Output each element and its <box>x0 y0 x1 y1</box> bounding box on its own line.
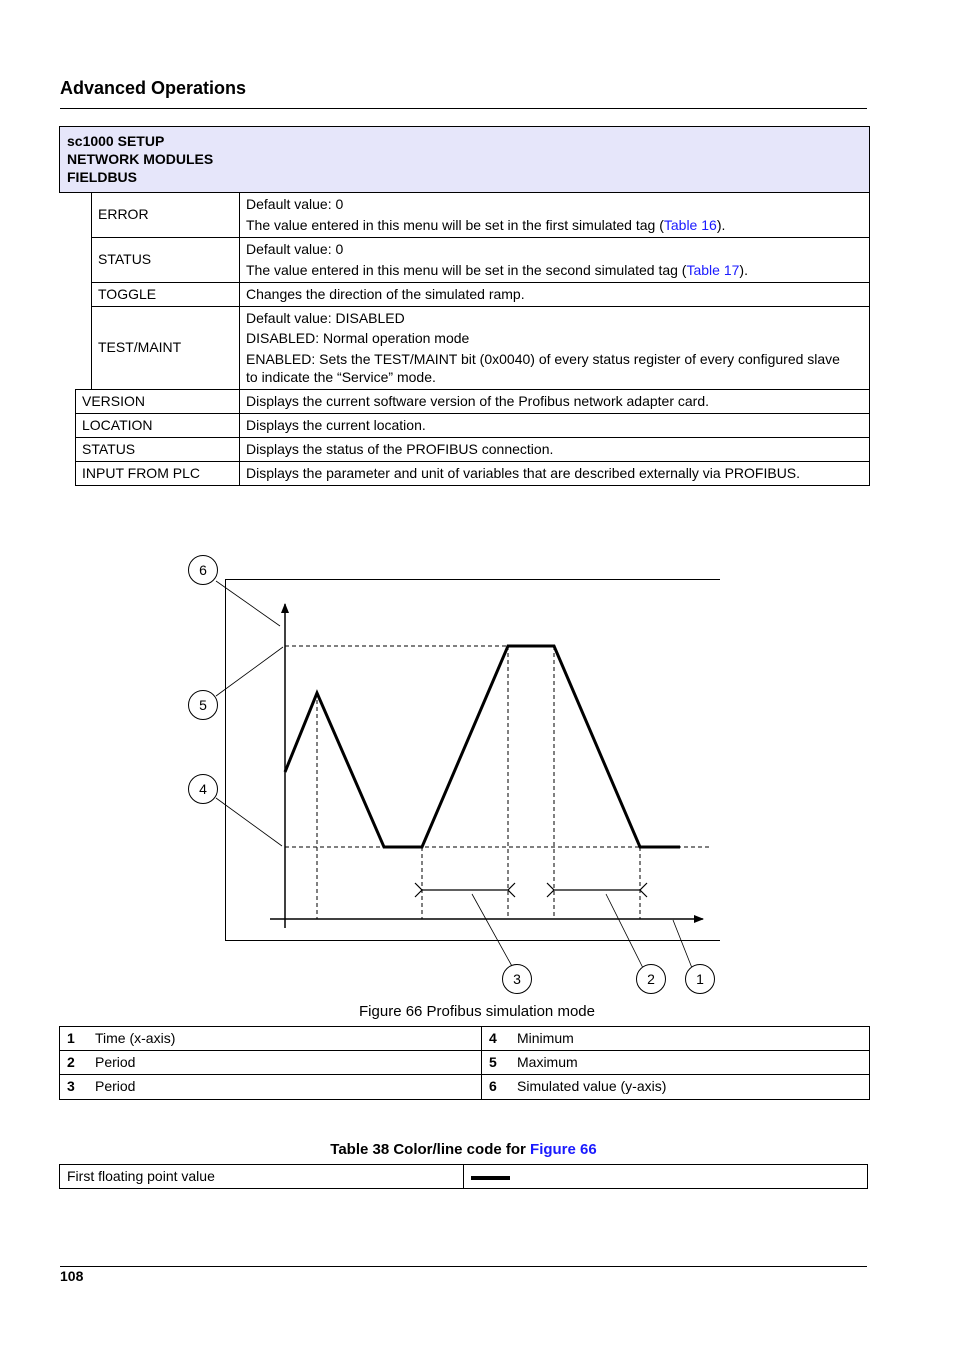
row-version-name-cell <box>75 389 240 414</box>
callout-3 <box>503 965 532 994</box>
legend-text: Period <box>95 1054 136 1070</box>
row-error-default: Default value: 0 <box>246 196 344 212</box>
row-testmaint-line3: ENABLED: Sets the TEST/MAINT bit (0x0040) of every status register of every configured slave <box>246 351 840 367</box>
legend-text: Minimum <box>517 1030 574 1046</box>
menu-path-2: NETWORK MODULES <box>67 151 214 167</box>
row-input-plc-desc-cell <box>239 461 870 486</box>
row-status-desc-cell <box>239 237 870 283</box>
title-rule <box>60 108 867 109</box>
row-conn-status-name: STATUS <box>82 441 136 457</box>
section-title: Advanced Operations <box>60 78 247 98</box>
legend-text: Maximum <box>517 1054 578 1070</box>
row-input-plc-name-cell <box>75 461 240 486</box>
legend-num: 5 <box>489 1054 497 1070</box>
legend-cell <box>481 1050 870 1075</box>
legend-text: Period <box>95 1078 136 1094</box>
svg-text:5: 5 <box>199 697 207 713</box>
period-markers <box>415 883 647 897</box>
row-version-desc: Displays the current software version of the Profibus network adapter card. <box>246 393 709 409</box>
row-testmaint-line4: to indicate the “Service” mode. <box>246 369 436 385</box>
row-location-name: LOCATION <box>82 417 153 433</box>
legend-text: Simulated value (y-axis) <box>517 1078 667 1094</box>
table38 <box>59 1164 868 1189</box>
row-version-desc-cell <box>239 389 870 414</box>
row-location-desc: Displays the current location. <box>246 417 426 433</box>
row-testmaint-name: TEST/MAINT <box>98 339 182 355</box>
menu-path-3: FIELDBUS <box>67 169 137 185</box>
row-error-name-cell <box>91 192 240 238</box>
row-error-name: ERROR <box>98 206 149 222</box>
row-conn-status-name-cell <box>75 437 240 462</box>
figure-frame <box>226 580 721 941</box>
row-error-desc-cell <box>239 192 870 238</box>
row-conn-status-desc: Displays the status of the PROFIBUS connection. <box>246 441 554 457</box>
row-location-name-cell <box>75 413 240 438</box>
legend-cell <box>481 1074 870 1100</box>
legend-num: 2 <box>67 1054 75 1070</box>
row-error-note: The value entered in this menu will be set in the first simulated tag (Table 16). <box>246 217 726 233</box>
legend-text: Time (x-axis) <box>95 1030 176 1046</box>
svg-text:6: 6 <box>199 562 207 578</box>
callout-1 <box>686 965 715 994</box>
figure-caption: Figure 66 Profibus simulation mode <box>359 1003 595 1020</box>
svg-text:3: 3 <box>513 971 521 987</box>
row-status-note: The value entered in this menu will be set in the second simulated tag (Table 17). <box>246 262 748 278</box>
setup-table-header <box>59 126 870 193</box>
row-status-default: Default value: 0 <box>246 241 344 257</box>
table16-link[interactable]: Table 16 <box>663 217 717 233</box>
table38-row-label: First floating point value <box>67 1168 215 1184</box>
row-conn-status-desc-cell <box>239 437 870 462</box>
legend-num: 4 <box>489 1030 497 1046</box>
line-sample-swatch <box>471 1176 510 1180</box>
legend-num: 1 <box>67 1030 75 1046</box>
svg-text:1: 1 <box>696 971 704 987</box>
legend-num: 3 <box>67 1078 75 1094</box>
svg-text:2: 2 <box>647 971 655 987</box>
row-input-plc-name: INPUT FROM PLC <box>82 465 200 481</box>
table38-caption: Table 38 Color/line code for Figure 66 <box>330 1141 597 1158</box>
row-testmaint-line2: DISABLED: Normal operation mode <box>246 330 470 346</box>
legend-cell <box>59 1050 482 1075</box>
row-toggle-name: TOGGLE <box>98 286 157 302</box>
row-version-name: VERSION <box>82 393 146 409</box>
simulation-mode-figure <box>180 548 720 998</box>
legend-cell <box>481 1026 870 1051</box>
menu-path-1: sc1000 SETUP <box>67 133 165 149</box>
row-status-name: STATUS <box>98 251 152 267</box>
row-testmaint-name-cell <box>91 306 240 390</box>
legend-num: 6 <box>489 1078 497 1094</box>
legend-cell <box>59 1074 482 1100</box>
row-toggle-desc: Changes the direction of the simulated ramp. <box>246 286 525 302</box>
callout-5 <box>189 691 218 720</box>
table38-label-cell <box>59 1164 464 1189</box>
row-input-plc-desc: Displays the parameter and unit of variables that are described externally via PROFIBUS. <box>246 465 801 481</box>
row-testmaint-desc-cell <box>239 306 870 390</box>
table38-line-cell <box>463 1164 868 1189</box>
row-location-desc-cell <box>239 413 870 438</box>
callout-4 <box>189 775 218 804</box>
legend-table <box>59 1026 870 1100</box>
row-toggle-desc-cell <box>239 282 870 307</box>
page-number: 108 <box>60 1268 84 1284</box>
row-status-name-cell <box>91 237 240 283</box>
footer-rule <box>60 1266 867 1267</box>
simulated-ramp-line <box>285 646 680 847</box>
row-toggle-name-cell <box>91 282 240 307</box>
svg-text:4: 4 <box>199 781 207 797</box>
legend-cell <box>59 1026 482 1051</box>
row-testmaint-line1: Default value: DISABLED <box>246 310 405 326</box>
table17-link[interactable]: Table 17 <box>686 262 740 278</box>
figure66-link[interactable]: Figure 66 <box>530 1141 597 1158</box>
callout-2 <box>637 965 666 994</box>
callout-6 <box>189 556 218 585</box>
reference-lines <box>285 646 710 919</box>
